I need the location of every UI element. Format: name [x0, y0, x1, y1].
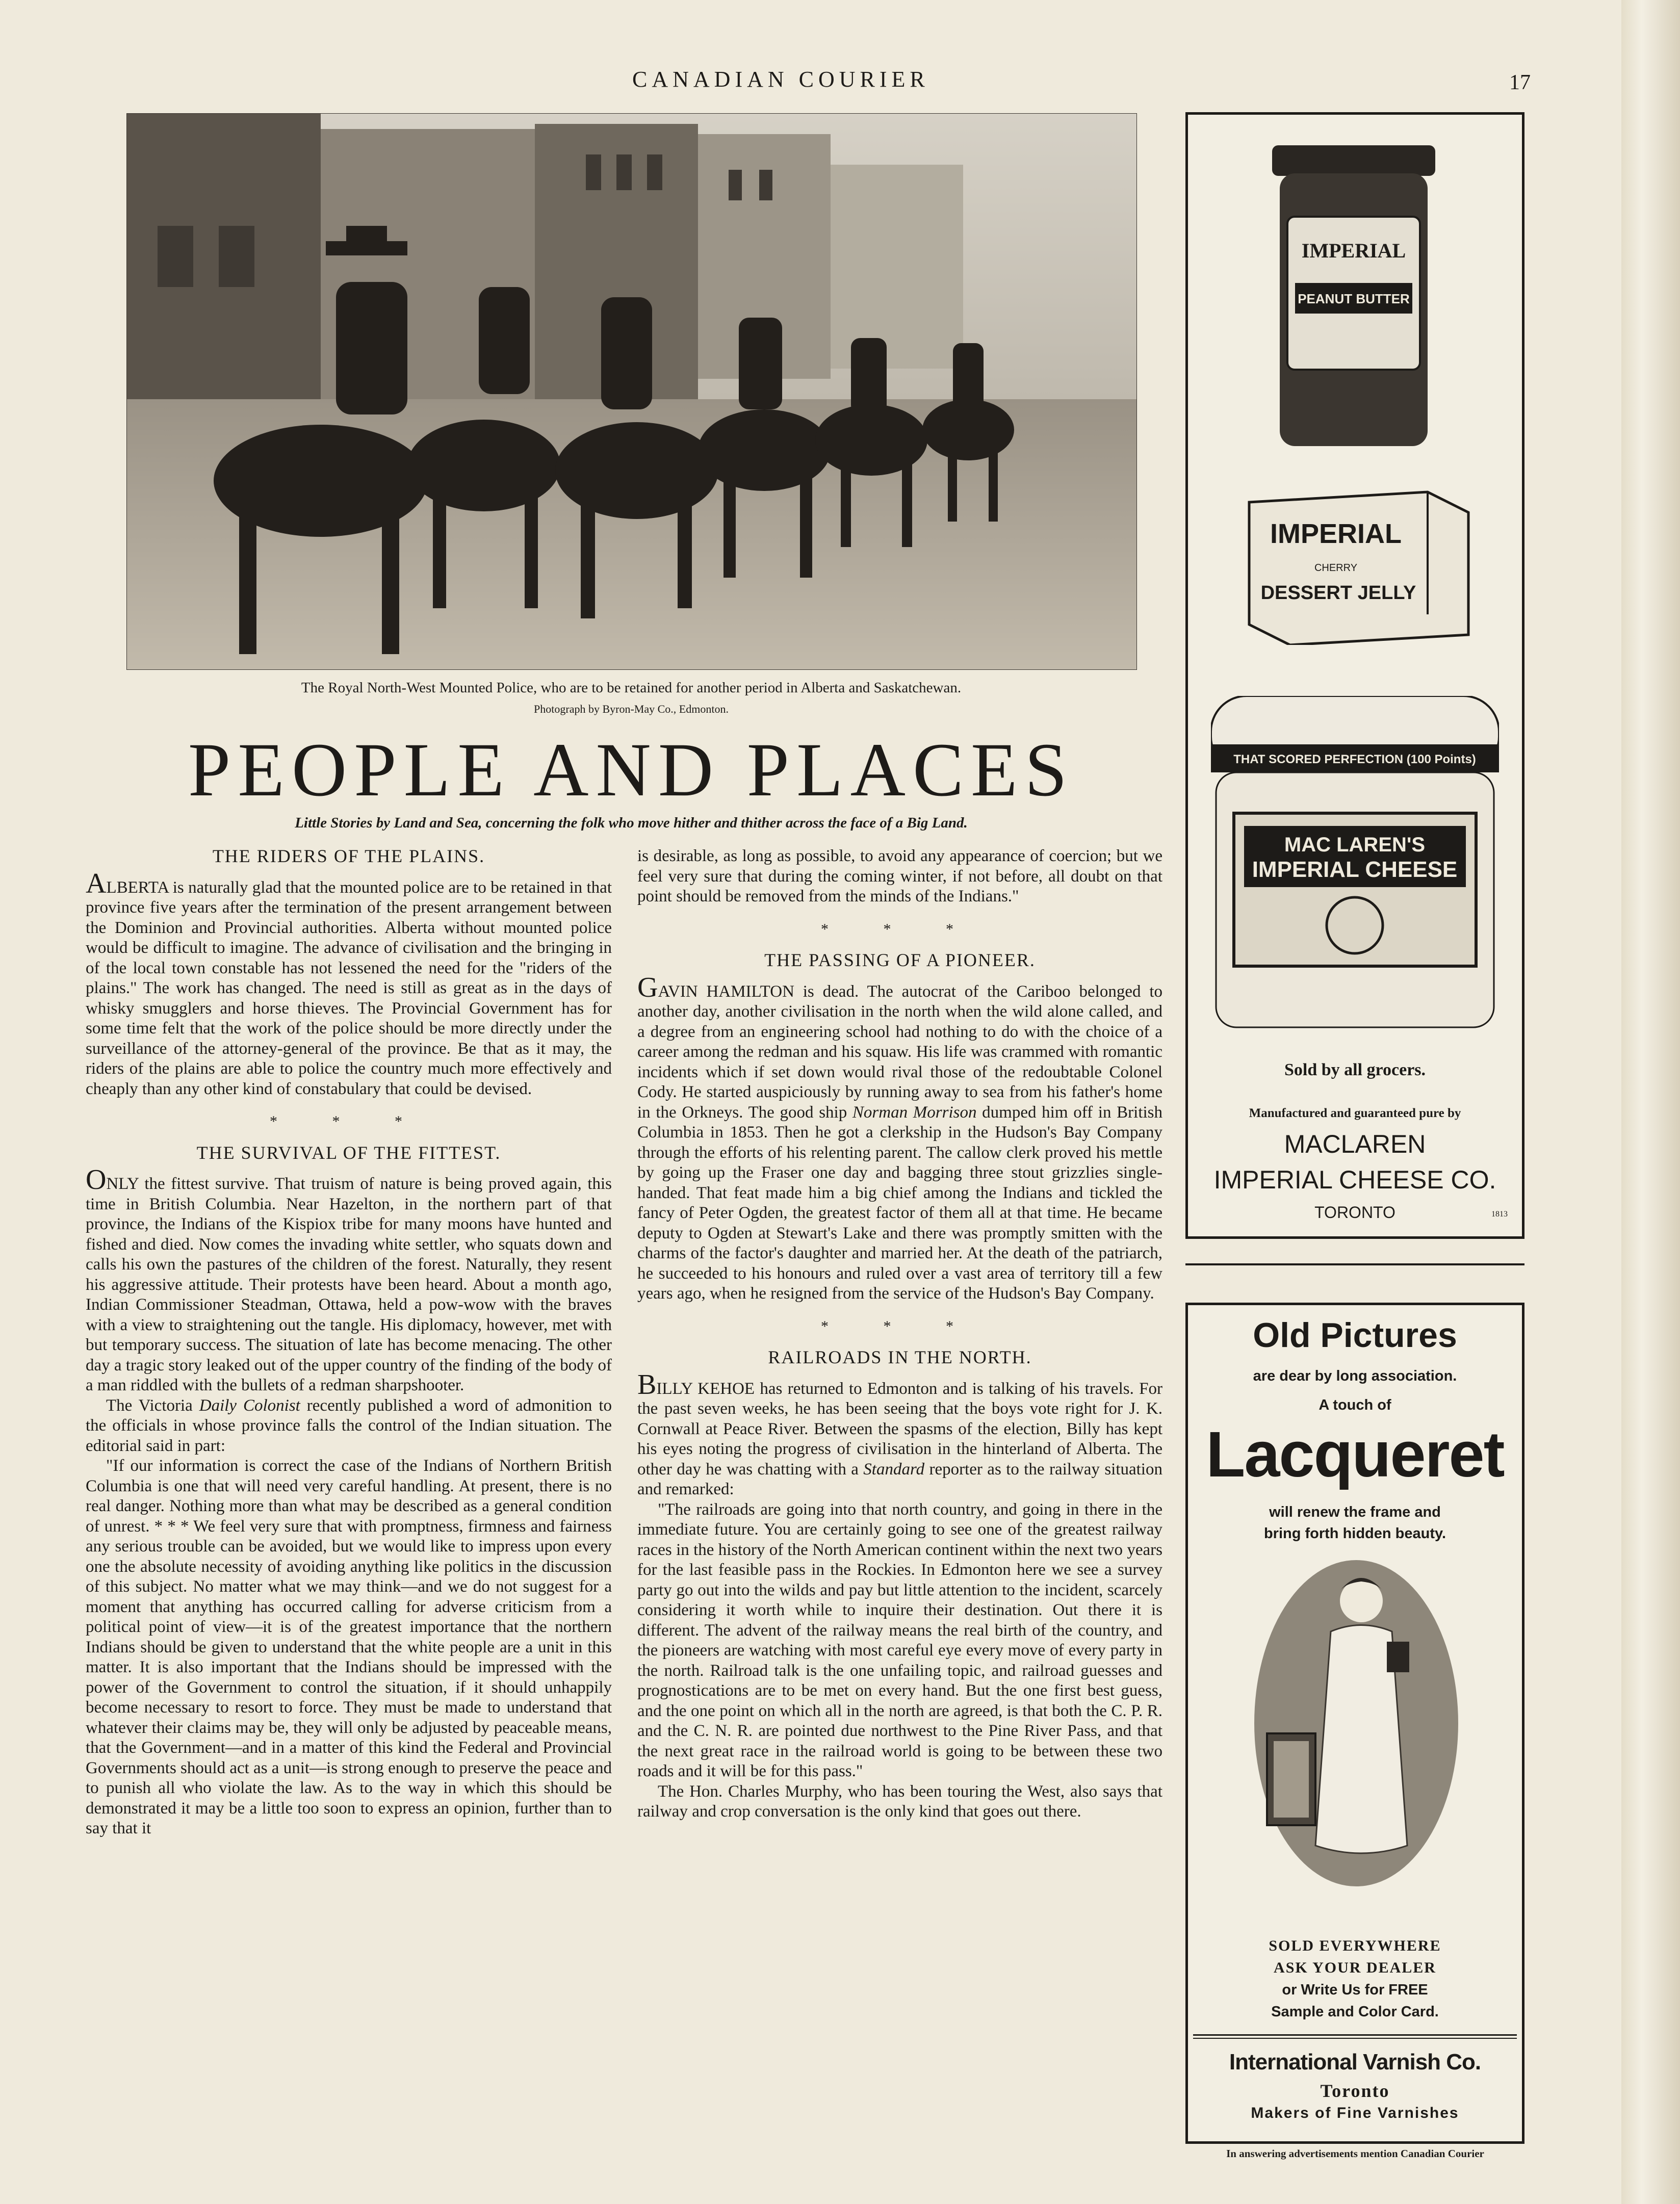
- photo-illustration: [127, 114, 1136, 669]
- company-name-line-2: IMPERIAL CHEESE CO.: [1213, 1165, 1496, 1194]
- ad-headline: Old Pictures: [1253, 1316, 1457, 1355]
- varnish-company-city: Toronto: [1320, 2081, 1390, 2101]
- ad-code: 1813: [1491, 1210, 1508, 1218]
- varnish-company-name: International Varnish Co.: [1229, 2050, 1481, 2075]
- ad-line-2: A touch of: [1319, 1397, 1391, 1413]
- section-headline: PEOPLE AND PLACES: [188, 728, 1075, 812]
- ship-name: Norman Morrison: [852, 1103, 977, 1122]
- peanut-butter-jar-illustration: [1270, 145, 1438, 451]
- story-paragraph: The Hon. Charles Murphy, who has been touring the West, also says that railway and crop conversation is the only kind that goes out there.: [637, 1782, 1162, 1821]
- ad-line-3: will renew the frame and: [1269, 1504, 1441, 1520]
- company-city: TORONTO: [1314, 1203, 1395, 1222]
- paragraph-text: reporter as to the railway situation and remarked:: [637, 1460, 1162, 1498]
- paragraph-text: AVIN HAMILTON is dead. The autocrat of the Cariboo belonged to another day, another civilisation in the north when the wild alone called, and a degree from an engineering school had nothing to do with the choice of a career among the redman and his squaw. His life was crammed with romantic incidents which if set down would rival those of the redoubtable Colonel Cody. He started auspiciously by running away to sea from his father's home in the Orkneys. The good ship: [637, 982, 1162, 1122]
- story-paragraph: is desirable, as long as possible, to avoid any appearance of coercion; but we feel very sure that during the coming winter, if not before, all doubt on that point should be removed from the minds of the Indians.": [637, 847, 1162, 905]
- jar-label-text-2: PEANUT BUTTER: [1298, 291, 1410, 306]
- woman-with-lacquer-can-illustration: [1254, 1560, 1458, 1886]
- maclaren-advertisement: [1185, 112, 1524, 1239]
- ad-inner-rule-2: [1193, 2038, 1517, 2039]
- sold-line-2: ASK YOUR DEALER: [1274, 1959, 1436, 1976]
- photo-credit: Photograph by Byron-May Co., Edmonton.: [534, 703, 729, 715]
- page-edge: [1621, 0, 1680, 2204]
- sold-line-4: Sample and Color Card.: [1271, 2004, 1439, 2020]
- varnish-makers-line: Makers of Fine Varnishes: [1251, 2105, 1459, 2121]
- sold-line-3: or Write Us for FREE: [1282, 1982, 1428, 1998]
- sold-by-line: Sold by all grocers.: [1284, 1060, 1426, 1079]
- ad-divider-rule: [1185, 1263, 1524, 1265]
- tub-label-text-1: MAC LAREN'S: [1284, 834, 1426, 856]
- page-number: 17: [1509, 71, 1531, 94]
- story-paragraph: "If our information is correct the case of the Indians of Northern British Columbia is one that will need very careful handling. At present, there is no real danger. Nothing more than what may be described as a general condition of unrest. * * * We feel very sure that with promptness, firmness and fairness any serious trouble can be avoided, but we would like to impress upon every one the absolute necessity of avoiding anything like politics in the discussion of this subject. No matter what we may think—and we do not suggest for a moment that anything has occurred calling for adverse criticism from a political point of view—it is of the greatest importance that the northern Indians should be given to understand that the white people are a unit in this matter. It is also important that the Indians should be impressed with the power of the Government to control the situation, if it should unhappily become necessary to resort to force. They must be made to understand that whatever their claims may be, they will only be adjusted by peaceable means, that the Government—and in a matter of this kind the Federal and Provincial Governments should act as a unit—is strong enough to preserve the peace and to punish all who violate the law. As to the way in which this should be demonstrated it may be a little too soon to express an opinion, further than to say that it: [86, 1457, 612, 1837]
- story-title-railroads: RAILROADS IN THE NORTH.: [768, 1347, 1032, 1367]
- paragraph-text: LBERTA is naturally glad that the mounted police are to be retained in that province five years after the termination of the present arrangement between the Dominion and Provincial authorities. Alberta without mounted police would be difficult to imagine. The advance of civilisation and the bringing in of the local town constable has not lessened the need for the "riders of the plains." The work has changed. The need is still as great as in the days of whisky smugglers and horse thieves. The Provincial Government has for some time felt that the work of the police should be more directly under the surveillance of the attorney-general of the province. Be that as it may, the riders of the plains are able to police the country much more effectively and cheaply than any other kind of constabulary that could be devised.: [86, 878, 612, 1098]
- section-separator: * * *: [270, 1113, 428, 1130]
- paragraph-text: The Victoria: [106, 1396, 199, 1415]
- article-column-2: [637, 846, 1162, 1822]
- ad-line-1: are dear by long association.: [1253, 1368, 1457, 1384]
- company-name-line-1: MACLAREN: [1284, 1130, 1426, 1158]
- paragraph-text: NLY the fittest survive. That truism of nature is being proved again, this time in British Columbia. Near Hazelton, in the northern part of that province, the Indians of the Kispiox tribe for many moons have hunted and fished and died. Now comes the invading white settler, who squats down and calls his own the pastures of the children of the forest. Naturally, they resent his aggressive attitude. Their protests have been heard. About a month ago, Indian Commissioner Steadman, Ottawa, held a pow-wow with the braves with a view to straightening out the tangle. His diplomacy, however, met with but temporary success. The situation of late has become menacing. The other day a tragic story leaked out of the upper country of the finding of the body of a man riddled with the bullets of a redman sharpshooter.: [86, 1175, 612, 1394]
- story-title-survival: THE SURVIVAL OF THE FITTEST.: [196, 1142, 501, 1163]
- sold-line-1: SOLD EVERYWHERE: [1269, 1937, 1441, 1954]
- article-column-1: [86, 846, 612, 1839]
- footnote: In answering advertisements mention Canadian Courier: [1226, 2147, 1484, 2160]
- ad-line-4: bring forth hidden beauty.: [1263, 1525, 1446, 1542]
- newspaper-name: Daily Colonist: [199, 1396, 300, 1415]
- tub-label-text-2: IMPERIAL CHEESE: [1252, 857, 1458, 882]
- section-subheadline: Little Stories by Land and Sea, concerning the folk who move hither and thither across the face of a Big Land.: [295, 815, 968, 831]
- imperial-cheese-tub-illustration: [1211, 696, 1499, 1032]
- manufactured-line: Manufactured and guaranteed pure by: [1249, 1106, 1461, 1120]
- jar-label-text-1: IMPERIAL: [1301, 239, 1406, 262]
- photo-caption: The Royal North-West Mounted Police, who are to be retained for another period in Alberta and Saskatchewan.: [301, 680, 962, 696]
- section-separator: * * *: [821, 1317, 979, 1335]
- story-paragraph: [637, 971, 1162, 1304]
- section-separator: * * *: [821, 920, 979, 938]
- brand-name: Lacqueret: [1206, 1418, 1504, 1490]
- paragraph-text: ILLY KEHOE has returned to Edmonton and is talking of his travels. For the past seven weeks, he has been seeing that the boys vote right for J. K. Cornwall at Peace River. Between the spasms of the election, Billy has kept his eyes noting the progress of civilisation in the hinterland of Alberta. The other day he was chatting with a: [637, 1379, 1162, 1479]
- box-label-text-3: DESSERT JELLY: [1260, 582, 1416, 604]
- story-paragraph: [86, 1164, 612, 1396]
- masthead: CANADIAN COURIER: [632, 67, 929, 92]
- lacqueret-advertisement: [1185, 1303, 1524, 2144]
- story-paragraph: [86, 1396, 612, 1457]
- drop-cap: O: [86, 1164, 107, 1196]
- ad-inner-rule: [1193, 2034, 1517, 2036]
- tub-band-text: THAT SCORED PERFECTION (100 Points): [1233, 753, 1476, 766]
- paragraph-text: recently published a word of admonition to the officials in whose province falls the control of the Indian situation. The editorial said in part:: [86, 1396, 612, 1455]
- drop-cap: G: [637, 971, 658, 1003]
- story-paragraph: [637, 1368, 1162, 1500]
- story-paragraph: [86, 867, 612, 1100]
- mounted-police-photo: [126, 113, 1137, 670]
- box-label-text-1: IMPERIAL: [1270, 518, 1402, 549]
- story-title-pioneer: THE PASSING OF A PIONEER.: [764, 950, 1036, 970]
- story-paragraph: "The railroads are going into that north country, and going in there in the immediate future. You are certainly going to see one of the greatest railway races in the history of the North American continent within the next two years for the last feasible pass in the Rockies. In Edmonton here we see a survey party go out into the wilds and pay but little attention to the incident, scarcely considering it worth while to inquire their destination. Out there it is different. The advent of the railway means the real birth of the country, and the pioneers are watching with most careful eye every move of every party in the north. Railroad talk is the one unfailing topic, and railroad guesses and prognostications are to be met on every hand. But the one first best guess, and the one point on which all in the north are agreed, is that both the C. P. R. and the C. N. R. are pointed due northwest to the Pine River Pass, and that the next great race in the railroad world is going to be between these two roads and it will be for this pass.": [637, 1500, 1162, 1780]
- drop-cap: A: [86, 867, 107, 899]
- story-title-riders: THE RIDERS OF THE PLAINS.: [212, 846, 485, 866]
- paragraph-text: dumped him off in British Columbia in 1853. Then he got a clerkship in the Hudson's Bay Company through the efforts of his relenting parent. The callow clerk proved his mettle by going up the Fraser one day and bagging three stout grizzlies single-handed. That feat made him a big chief among the Indians and tickled the fancy of Peter Ogden, the greatest factor of them all at that time. He became deputy to Ogden at Stewart's Lake and there was promptly smitten with the charms of the factor's daughter and married her. At the death of the patriarch, he succeeded to his honours and ruled over a vast area of territory till a few years ago, when he resigned from the service of the Hudson's Bay Company.: [637, 1103, 1162, 1303]
- drop-cap: B: [637, 1368, 657, 1401]
- dessert-jelly-box-illustration: [1244, 482, 1474, 645]
- newspaper-name: Standard: [863, 1460, 925, 1479]
- box-label-text-2: CHERRY: [1314, 562, 1358, 574]
